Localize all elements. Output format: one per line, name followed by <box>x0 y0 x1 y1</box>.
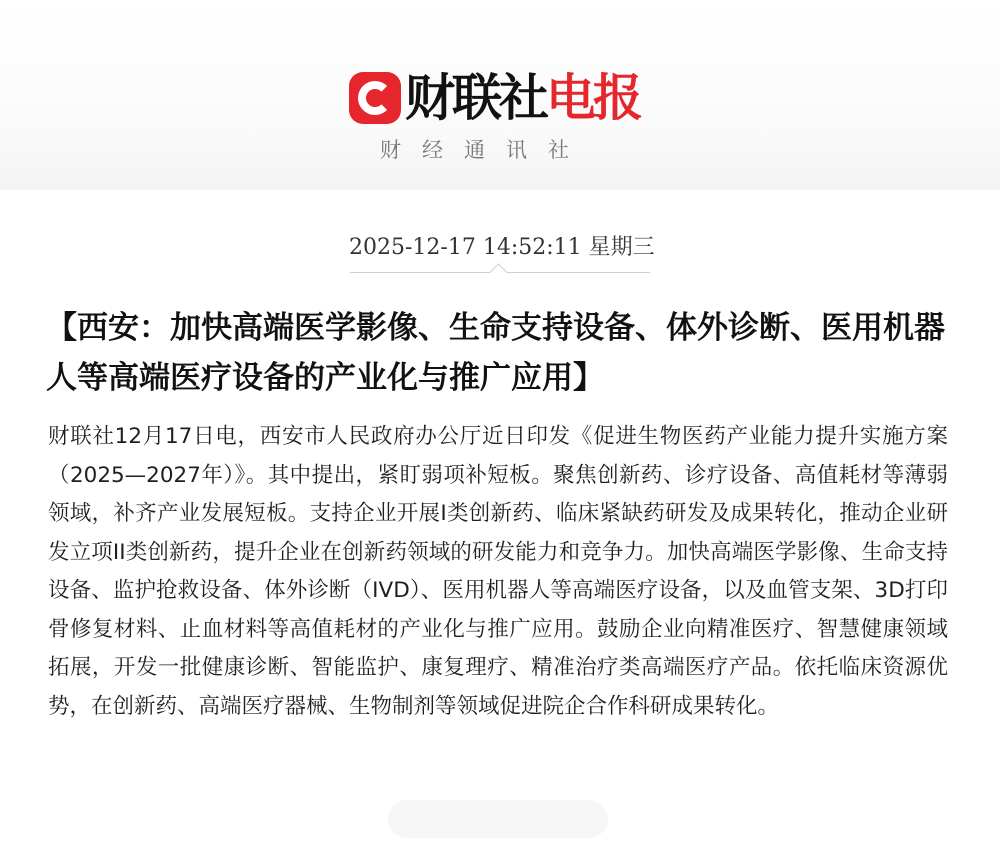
logo-brand-name: 财联社 <box>405 69 546 127</box>
article-headline: 【西安：加快高端医学影像、生命支持设备、体外诊断、医用机器人等高端医疗设备的产业化与推广应用】 <box>46 310 945 396</box>
article-body: 财联社12月17日电，西安市人民政府办公厅近日印发《促进生物医药产业能力提升实施方案（2025—2027年）》。其中提出，紧盯弱项补短板。聚焦创新药、诊疗设备、高值耗材等薄弱领域，补齐产业发展短板。支持企业开展I类创新药、临床紧缺药研发及成果转化，推动企业研发立项II类创新药，提升企业在创新药领域的研发能力和竞争力。加快高端医学影像、生命支持设备、监护抢救设备、体外诊断（IVD）、医用机器人等高端医疗设备，以及血管支架、3D打印骨修复材料、止血材料等高值耗材的产业化与推广应用。鼓励企业向精准医疗、智慧健康领域拓展，开发一批健康诊断、智能监护、康复理疗、精准治疗类高端医疗产品。依托临床资源优势，在创新药、高端医疗器械、生物制剂等领域促进院企合作科研成果转化。 <box>48 424 948 719</box>
header-banner <box>0 0 1000 190</box>
cls-logo <box>349 68 640 128</box>
divider-notch <box>489 263 507 281</box>
cls-logo-icon <box>349 72 401 124</box>
logo-wordmark <box>405 68 640 128</box>
watermark <box>388 800 608 838</box>
publish-datetime: 2025-12-17 14:52:11 星期三 <box>349 235 655 260</box>
tagline: 财经通讯社 <box>380 138 590 162</box>
logo-telegraph-label: 电报 <box>546 69 640 127</box>
